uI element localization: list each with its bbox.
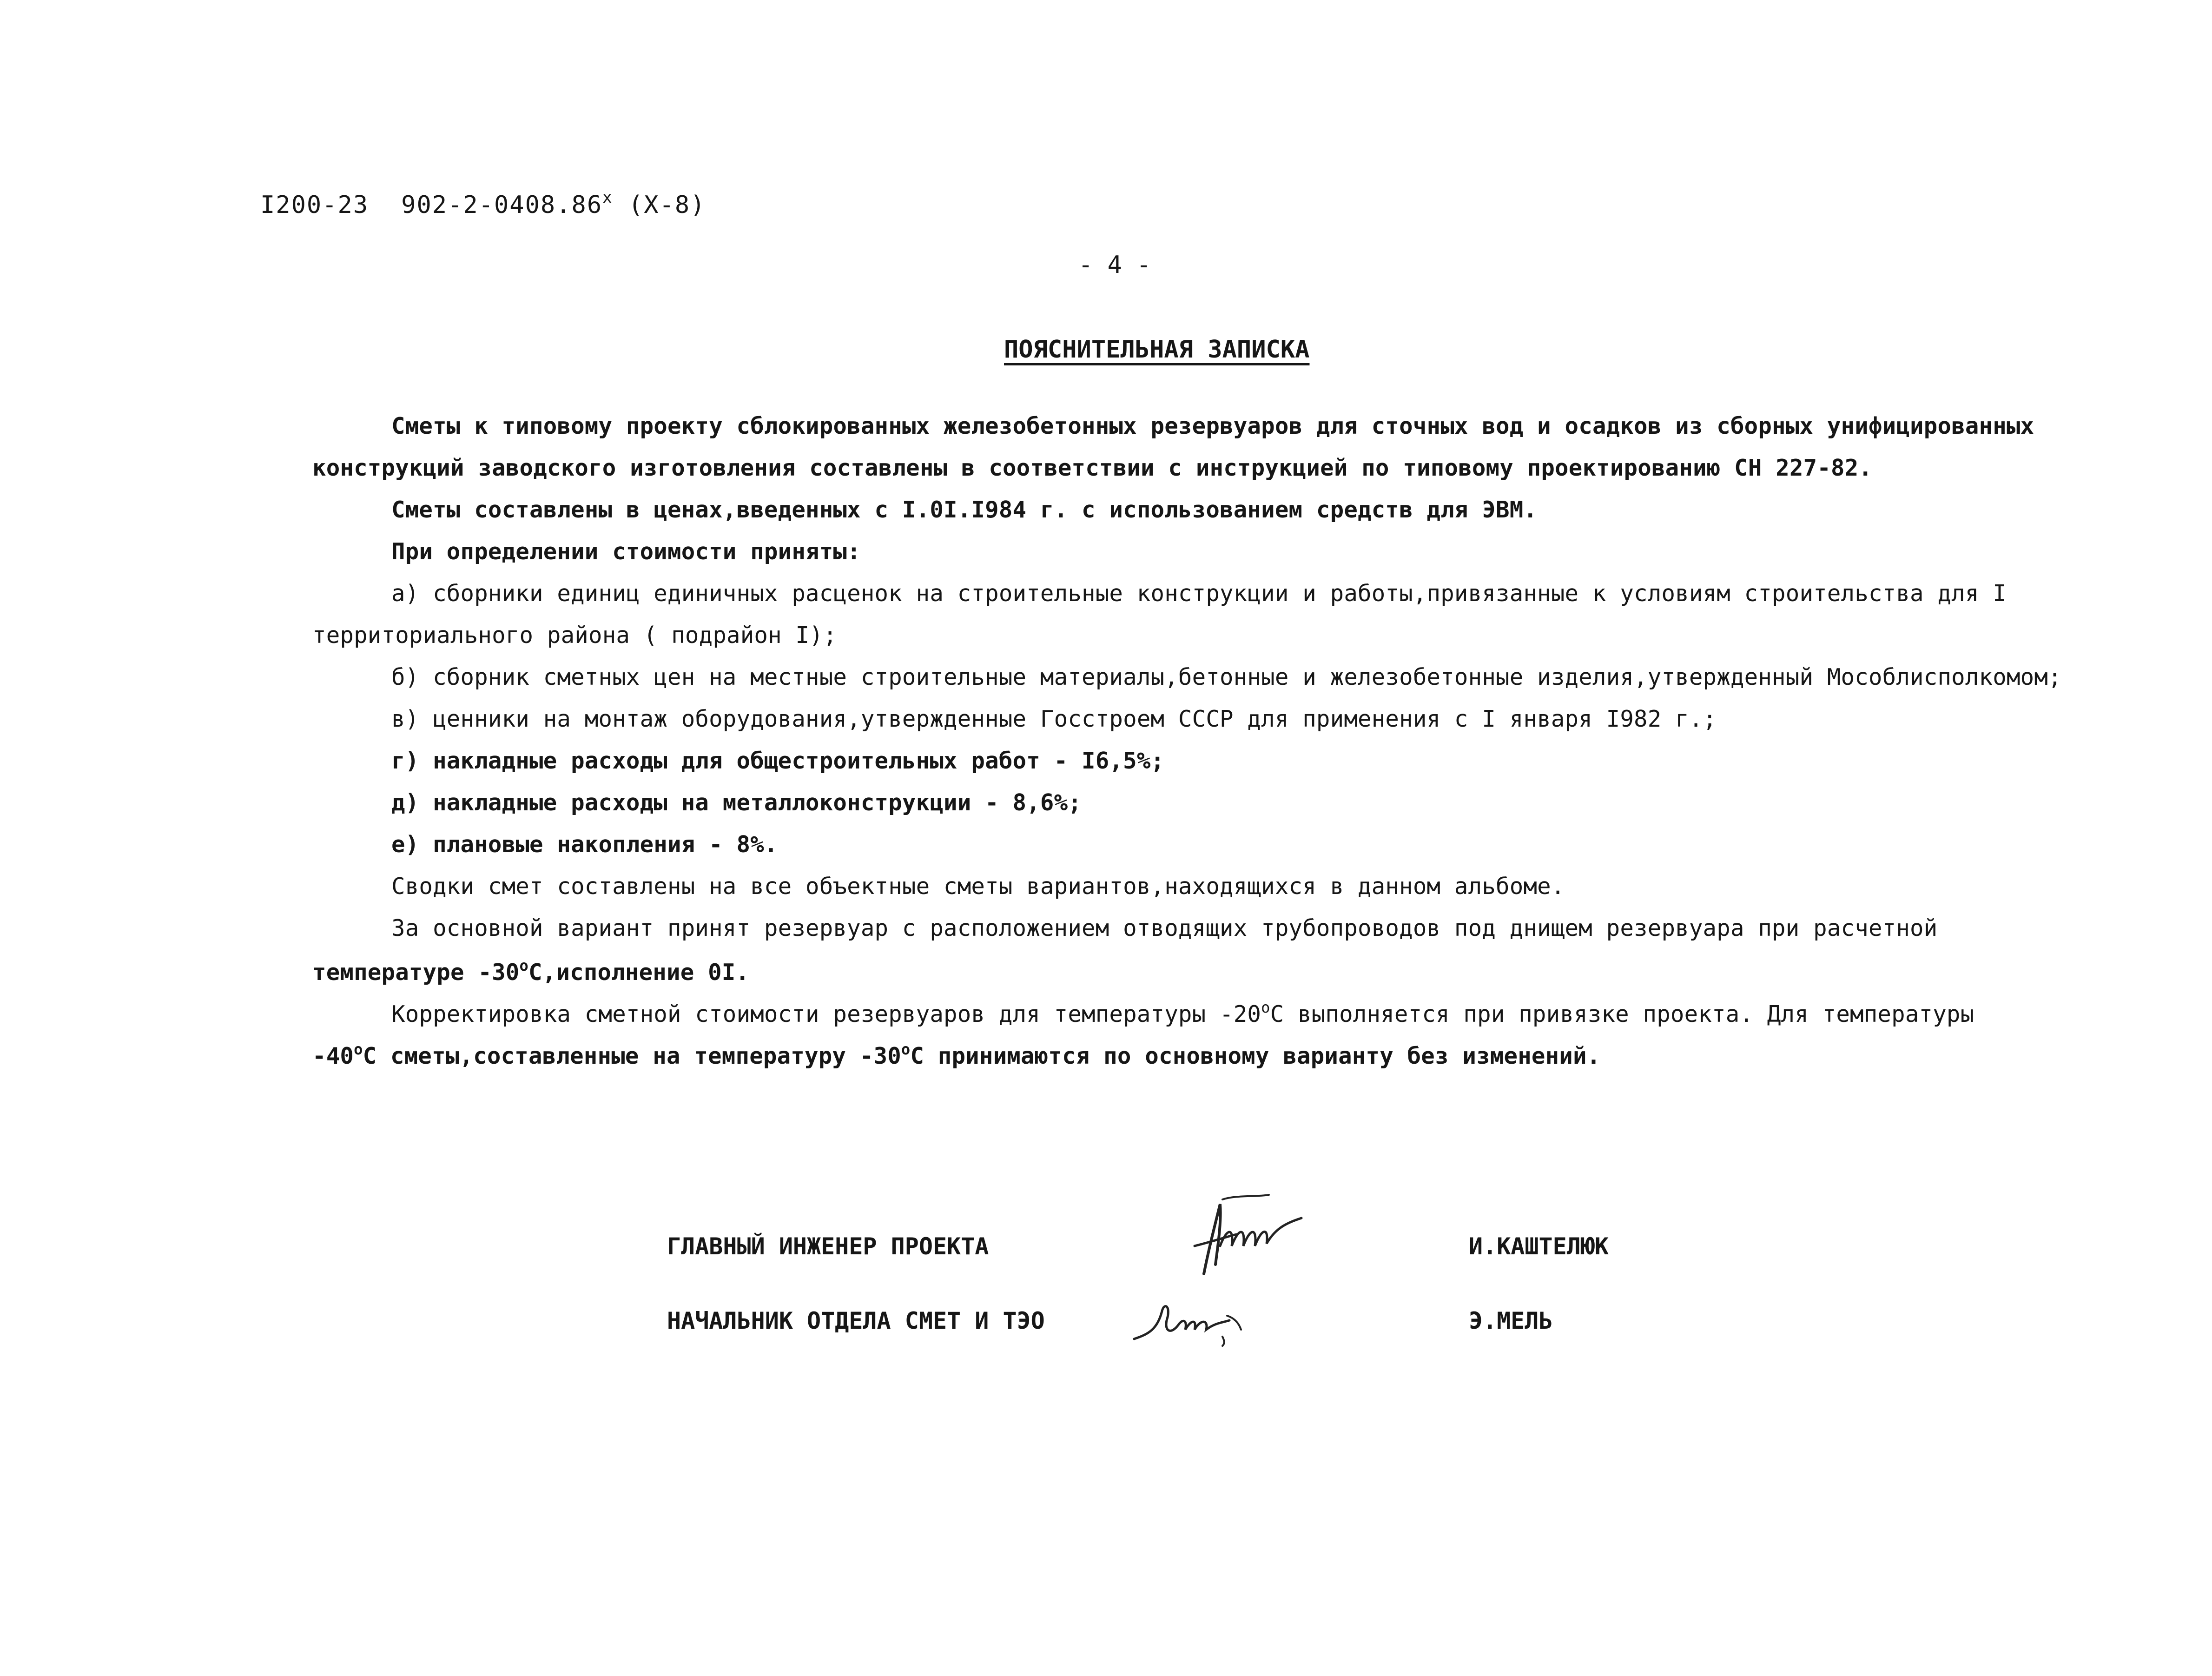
signature-2-image xyxy=(1129,1297,1250,1348)
signature-name-2: Э.МЕЛЬ xyxy=(1469,1307,1553,1334)
code-main: 902-2-0408.86 xyxy=(401,191,603,219)
code-suffix: (X-8) xyxy=(628,191,706,219)
document-code xyxy=(260,188,706,219)
page-number: - 4 - xyxy=(1078,251,1151,279)
code-sup: x xyxy=(602,188,613,207)
paragraph-6-line-2: $-40^оС$ сметы,составленные на температуру $-30^оС$ принимаются по основному варианту без изменений. xyxy=(312,1040,1601,1069)
page-title: ПОЯСНИТЕЛЬНАЯ ЗАПИСКА xyxy=(1004,336,1310,364)
paragraph-3: При определении стоимости приняты: xyxy=(391,538,861,565)
signature-role-2: НАЧАЛЬНИК ОТДЕЛА СМЕТ И ТЭО xyxy=(667,1307,1045,1334)
list-item-a-line-2: территориального района ( подрайон I); xyxy=(312,622,837,649)
paragraph-1-line-2: конструкций заводского изготовления составлены в соответствии с инструкцией по типовому проектированию СН 227-82. xyxy=(312,455,1873,481)
list-item-b: б) сборник сметных цен на местные строительные материалы,бетонные и железобетонные изделия,утвержденный Мособлисполкомом; xyxy=(391,664,2062,690)
paragraph-2: Сметы составлены в ценах,введенных с I.0I.I984 г. с использованием средств для ЭВМ. xyxy=(391,497,1538,523)
list-item-e: е) плановые накопления - 8%. xyxy=(391,831,778,858)
paragraph-1-line-1: Сметы к типовому проекту сблокированных железобетонных резервуаров для сточных вод и осадков из сборных унифицированных xyxy=(391,413,2034,439)
paragraph-5-line-2: температуре $-30^оС,исполнение$ 0I. xyxy=(312,957,750,986)
list-item-d: д) накладные расходы на металлоконструкции - 8,6%; xyxy=(391,789,1082,816)
signature-1-image xyxy=(1176,1190,1306,1279)
signature-role-1: ГЛАВНЫЙ ИНЖЕНЕР ПРОЕКТА xyxy=(667,1233,989,1260)
list-item-a-line-1: а) сборники единиц единичных расценок на строительные конструкции и работы,привязанные к условиям строительства для I xyxy=(391,580,2007,607)
paragraph-6-line-1: Корректировка сметной стоимости резервуаров для температуры $-20^оС$ выполняется при привязке проекта. Для температуры xyxy=(391,999,1974,1027)
list-item-g: г) накладные расходы для общестроительных работ - I6,5%; xyxy=(391,748,1165,774)
paragraph-5-line-1: За основной вариант принят резервуар с расположением отводящих трубопроводов под днищем резервуара при расчетной xyxy=(391,915,1938,941)
paragraph-4: Сводки смет составлены на все объектные сметы вариантов,находящихся в данном альбоме. xyxy=(391,873,1565,900)
code-left: I200-23 xyxy=(260,191,369,219)
list-item-v: в) ценники на монтаж оборудования,утвержденные Госстроем СССР для применения с I января I982 г.; xyxy=(391,706,1717,732)
signature-name-1: И.КАШТЕЛЮК xyxy=(1469,1233,1609,1260)
